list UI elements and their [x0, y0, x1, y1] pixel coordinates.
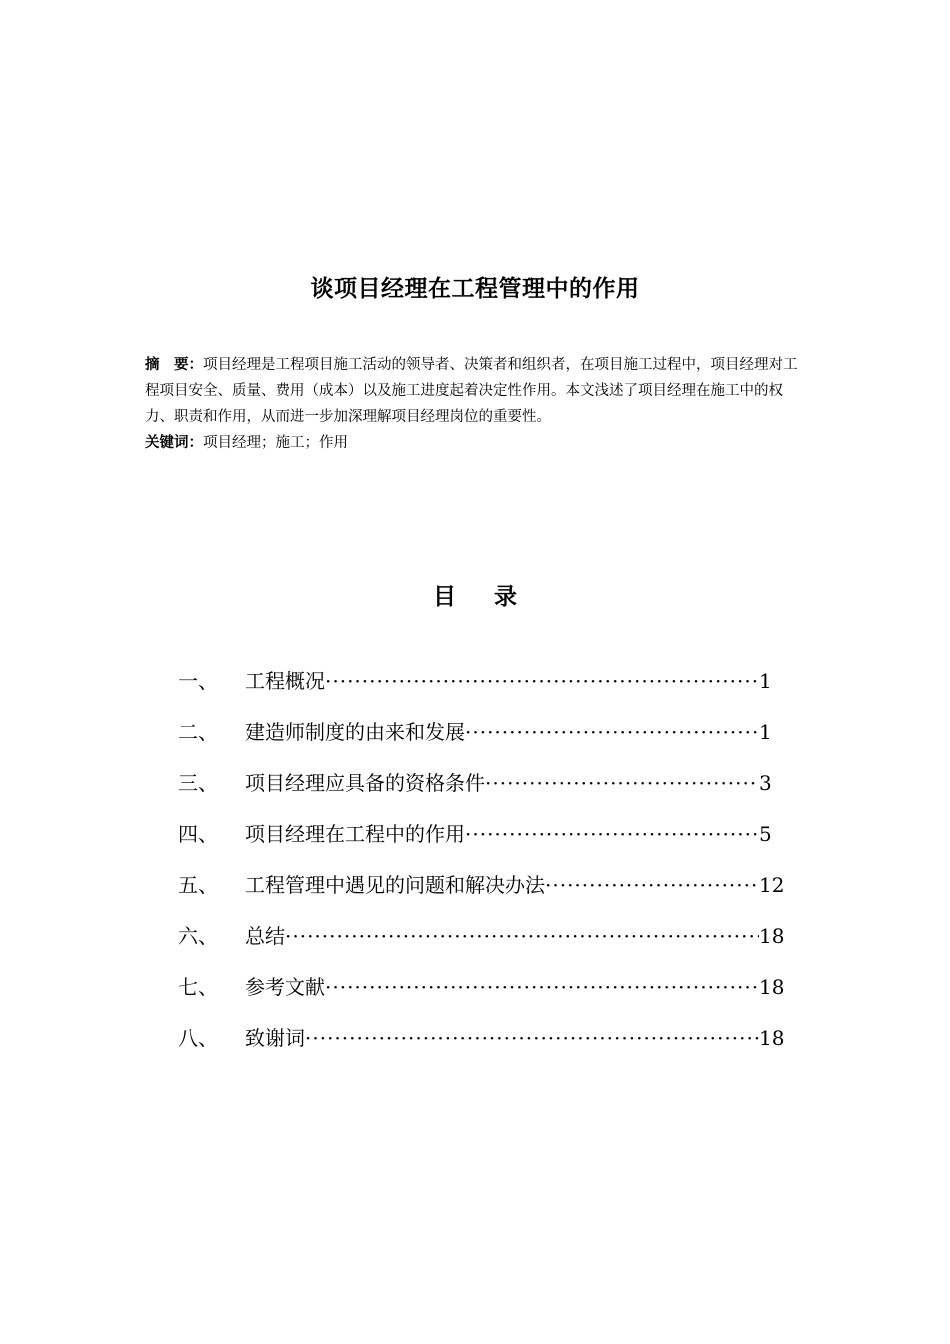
keywords-label: 关键词：: [145, 435, 203, 451]
abstract-text: 项目经理是工程项目施工活动的领导者、决策者和组织者，在项目施工过程中，项目经理对工程项目安全、质量、费用（成本）以及施工进度起着决定性作用。本文浅述了项目经理在施工中的权力、职责和作用，从而进一步加深理解项目经理岗位的重要性。: [145, 357, 798, 425]
toc-entry[interactable]: [178, 818, 783, 869]
toc-entry-title: 项目经理应具备的资格条件: [245, 771, 485, 795]
toc-entry-number: 二、: [178, 720, 218, 744]
toc-dot-leader: [305, 1026, 759, 1050]
toc-entry-title: 致谢词: [245, 1026, 305, 1050]
toc-entry-number: 六、: [178, 924, 218, 948]
toc-entry-title: 建造师制度的由来和发展: [245, 720, 465, 744]
toc-entry[interactable]: [178, 869, 783, 920]
toc-dot-leader: [465, 822, 759, 846]
abstract-paragraph: [145, 352, 810, 430]
toc-dot-leader: [545, 873, 759, 897]
toc-entry-title: 工程概况: [245, 669, 325, 693]
table-of-contents: [178, 665, 783, 1073]
toc-entry-page: 12: [759, 873, 785, 897]
keywords-text: 项目经理；施工；作用: [203, 435, 348, 451]
toc-dot-leader: [285, 924, 759, 948]
toc-heading: 目 录: [432, 584, 517, 610]
toc-entry-number: 三、: [178, 771, 218, 795]
toc-entry[interactable]: [178, 665, 783, 716]
toc-entry-number: 一、: [178, 669, 218, 693]
toc-entry-page: 1: [759, 720, 772, 744]
document-title: 谈项目经理在工程管理中的作用: [310, 276, 640, 302]
toc-entry-number: 五、: [178, 873, 218, 897]
abstract-section: [145, 352, 810, 456]
toc-entry-number: 四、: [178, 822, 218, 846]
toc-entry[interactable]: [178, 767, 783, 818]
toc-entry-page: 18: [759, 975, 785, 999]
toc-entry-number: 七、: [178, 975, 218, 999]
toc-entry-page: 5: [759, 822, 772, 846]
toc-dot-leader: [325, 669, 759, 693]
toc-entry-page: 18: [759, 1026, 785, 1050]
abstract-label: 摘 要：: [145, 357, 203, 373]
toc-entry-number: 八、: [178, 1026, 218, 1050]
toc-entry-title: 总结: [245, 924, 285, 948]
toc-entry[interactable]: [178, 971, 783, 1022]
toc-dot-leader: [485, 771, 759, 795]
toc-entry-title: 项目经理在工程中的作用: [245, 822, 465, 846]
toc-dot-leader: [325, 975, 759, 999]
toc-entry-title: 工程管理中遇见的问题和解决办法: [245, 873, 545, 897]
toc-entry-page: 18: [759, 924, 785, 948]
toc-entry[interactable]: [178, 1022, 783, 1073]
keywords-paragraph: [145, 430, 810, 456]
toc-entry-page: 3: [759, 771, 772, 795]
toc-entry[interactable]: [178, 716, 783, 767]
toc-entry-title: 参考文献: [245, 975, 325, 999]
toc-entry[interactable]: [178, 920, 783, 971]
toc-dot-leader: [465, 720, 759, 744]
toc-entry-page: 1: [759, 669, 772, 693]
